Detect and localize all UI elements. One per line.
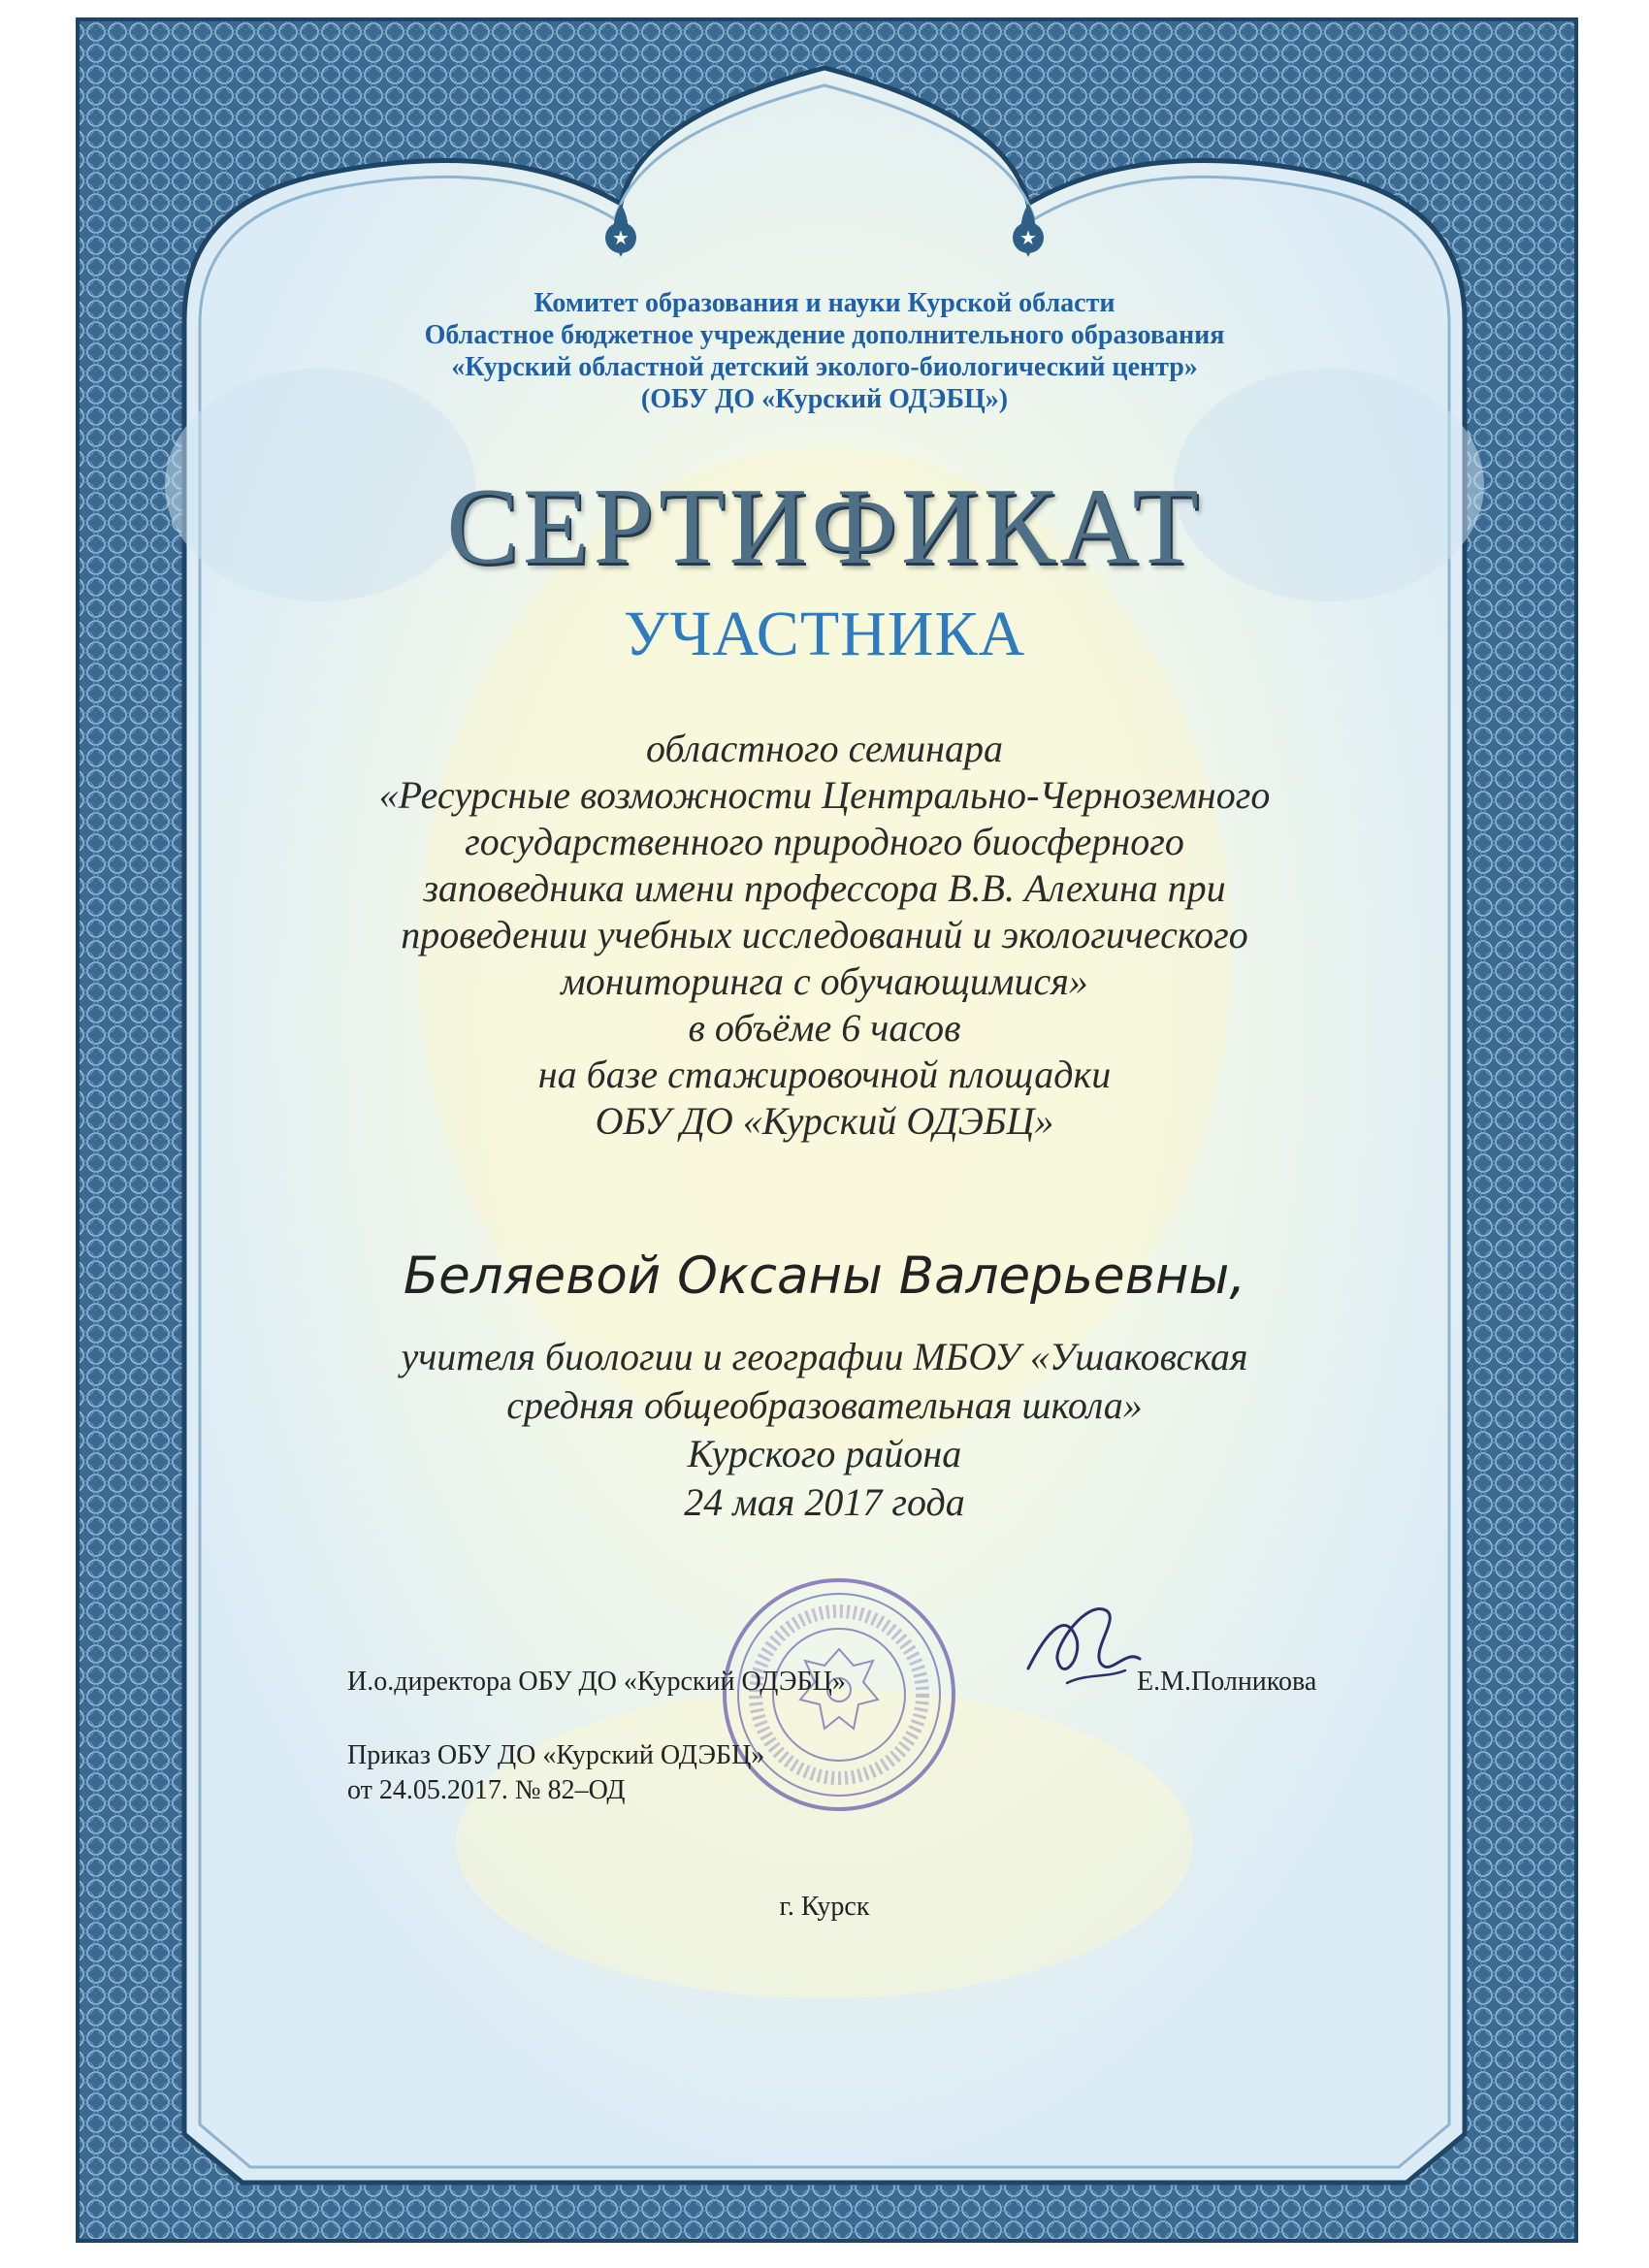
issue-city: г. Курск: [779, 1892, 870, 1922]
organization-header: [291, 287, 1358, 415]
order-line: от 24.05.2017. № 82–ОД: [347, 1775, 626, 1805]
description-line: ОБУ ДО «Курский ОДЭБЦ»: [595, 1099, 1054, 1143]
details-line: средняя общеобразовательная школа»: [506, 1383, 1143, 1427]
order-line: Приказ ОБУ ДО «Курский ОДЭБЦ»: [347, 1740, 765, 1770]
description-line: проведении учебных исследований и экологического: [401, 913, 1248, 956]
org-line: Областное бюджетное учреждение дополнительного образования: [424, 320, 1225, 350]
description-line: «Ресурсные возможности Центрально-Черноземного: [378, 773, 1271, 817]
certificate-title: СЕРТИФИКАТ: [446, 467, 1203, 587]
recipient-name: Беляевой Оксаны Валерьевны,: [403, 1247, 1246, 1306]
signatory-position: И.о.директора ОБУ ДО «Курский ОДЭБЦ»: [347, 1667, 846, 1697]
seminar-description: [281, 726, 1368, 1145]
description-line: в объёме 6 часов: [688, 1006, 961, 1050]
description-line: мониторинга с обучающимися»: [561, 959, 1088, 1003]
org-line: «Курский областной детский эколого-биологический центр»: [451, 352, 1198, 382]
description-line: областного семинара: [646, 727, 1003, 770]
svg-text:★: ★: [612, 226, 630, 249]
org-line: Комитет образования и науки Курской области: [534, 288, 1116, 318]
recipient-details: [281, 1333, 1368, 1527]
description-line: на базе стажировочной площадки: [537, 1053, 1112, 1096]
certificate-date: 24 мая 2017 года: [684, 1480, 965, 1524]
details-line: учителя биологии и географии МБОУ «Ушаковская: [401, 1335, 1248, 1378]
handwritten-signature: [1009, 1591, 1154, 1707]
details-line: Курского района: [687, 1432, 962, 1475]
description-line: заповедника имени профессора В.В. Алехина при: [423, 866, 1226, 910]
order-reference: [347, 1738, 764, 1808]
org-line: (ОБУ ДО «Курский ОДЭБЦ»): [640, 384, 1009, 414]
signatory-name: Е.М.Полникова: [1137, 1667, 1317, 1697]
svg-text:★: ★: [1019, 226, 1037, 249]
description-line: государственного природного биосферного: [465, 820, 1184, 863]
certificate-subtitle: УЧАСТНИКА: [623, 599, 1026, 669]
